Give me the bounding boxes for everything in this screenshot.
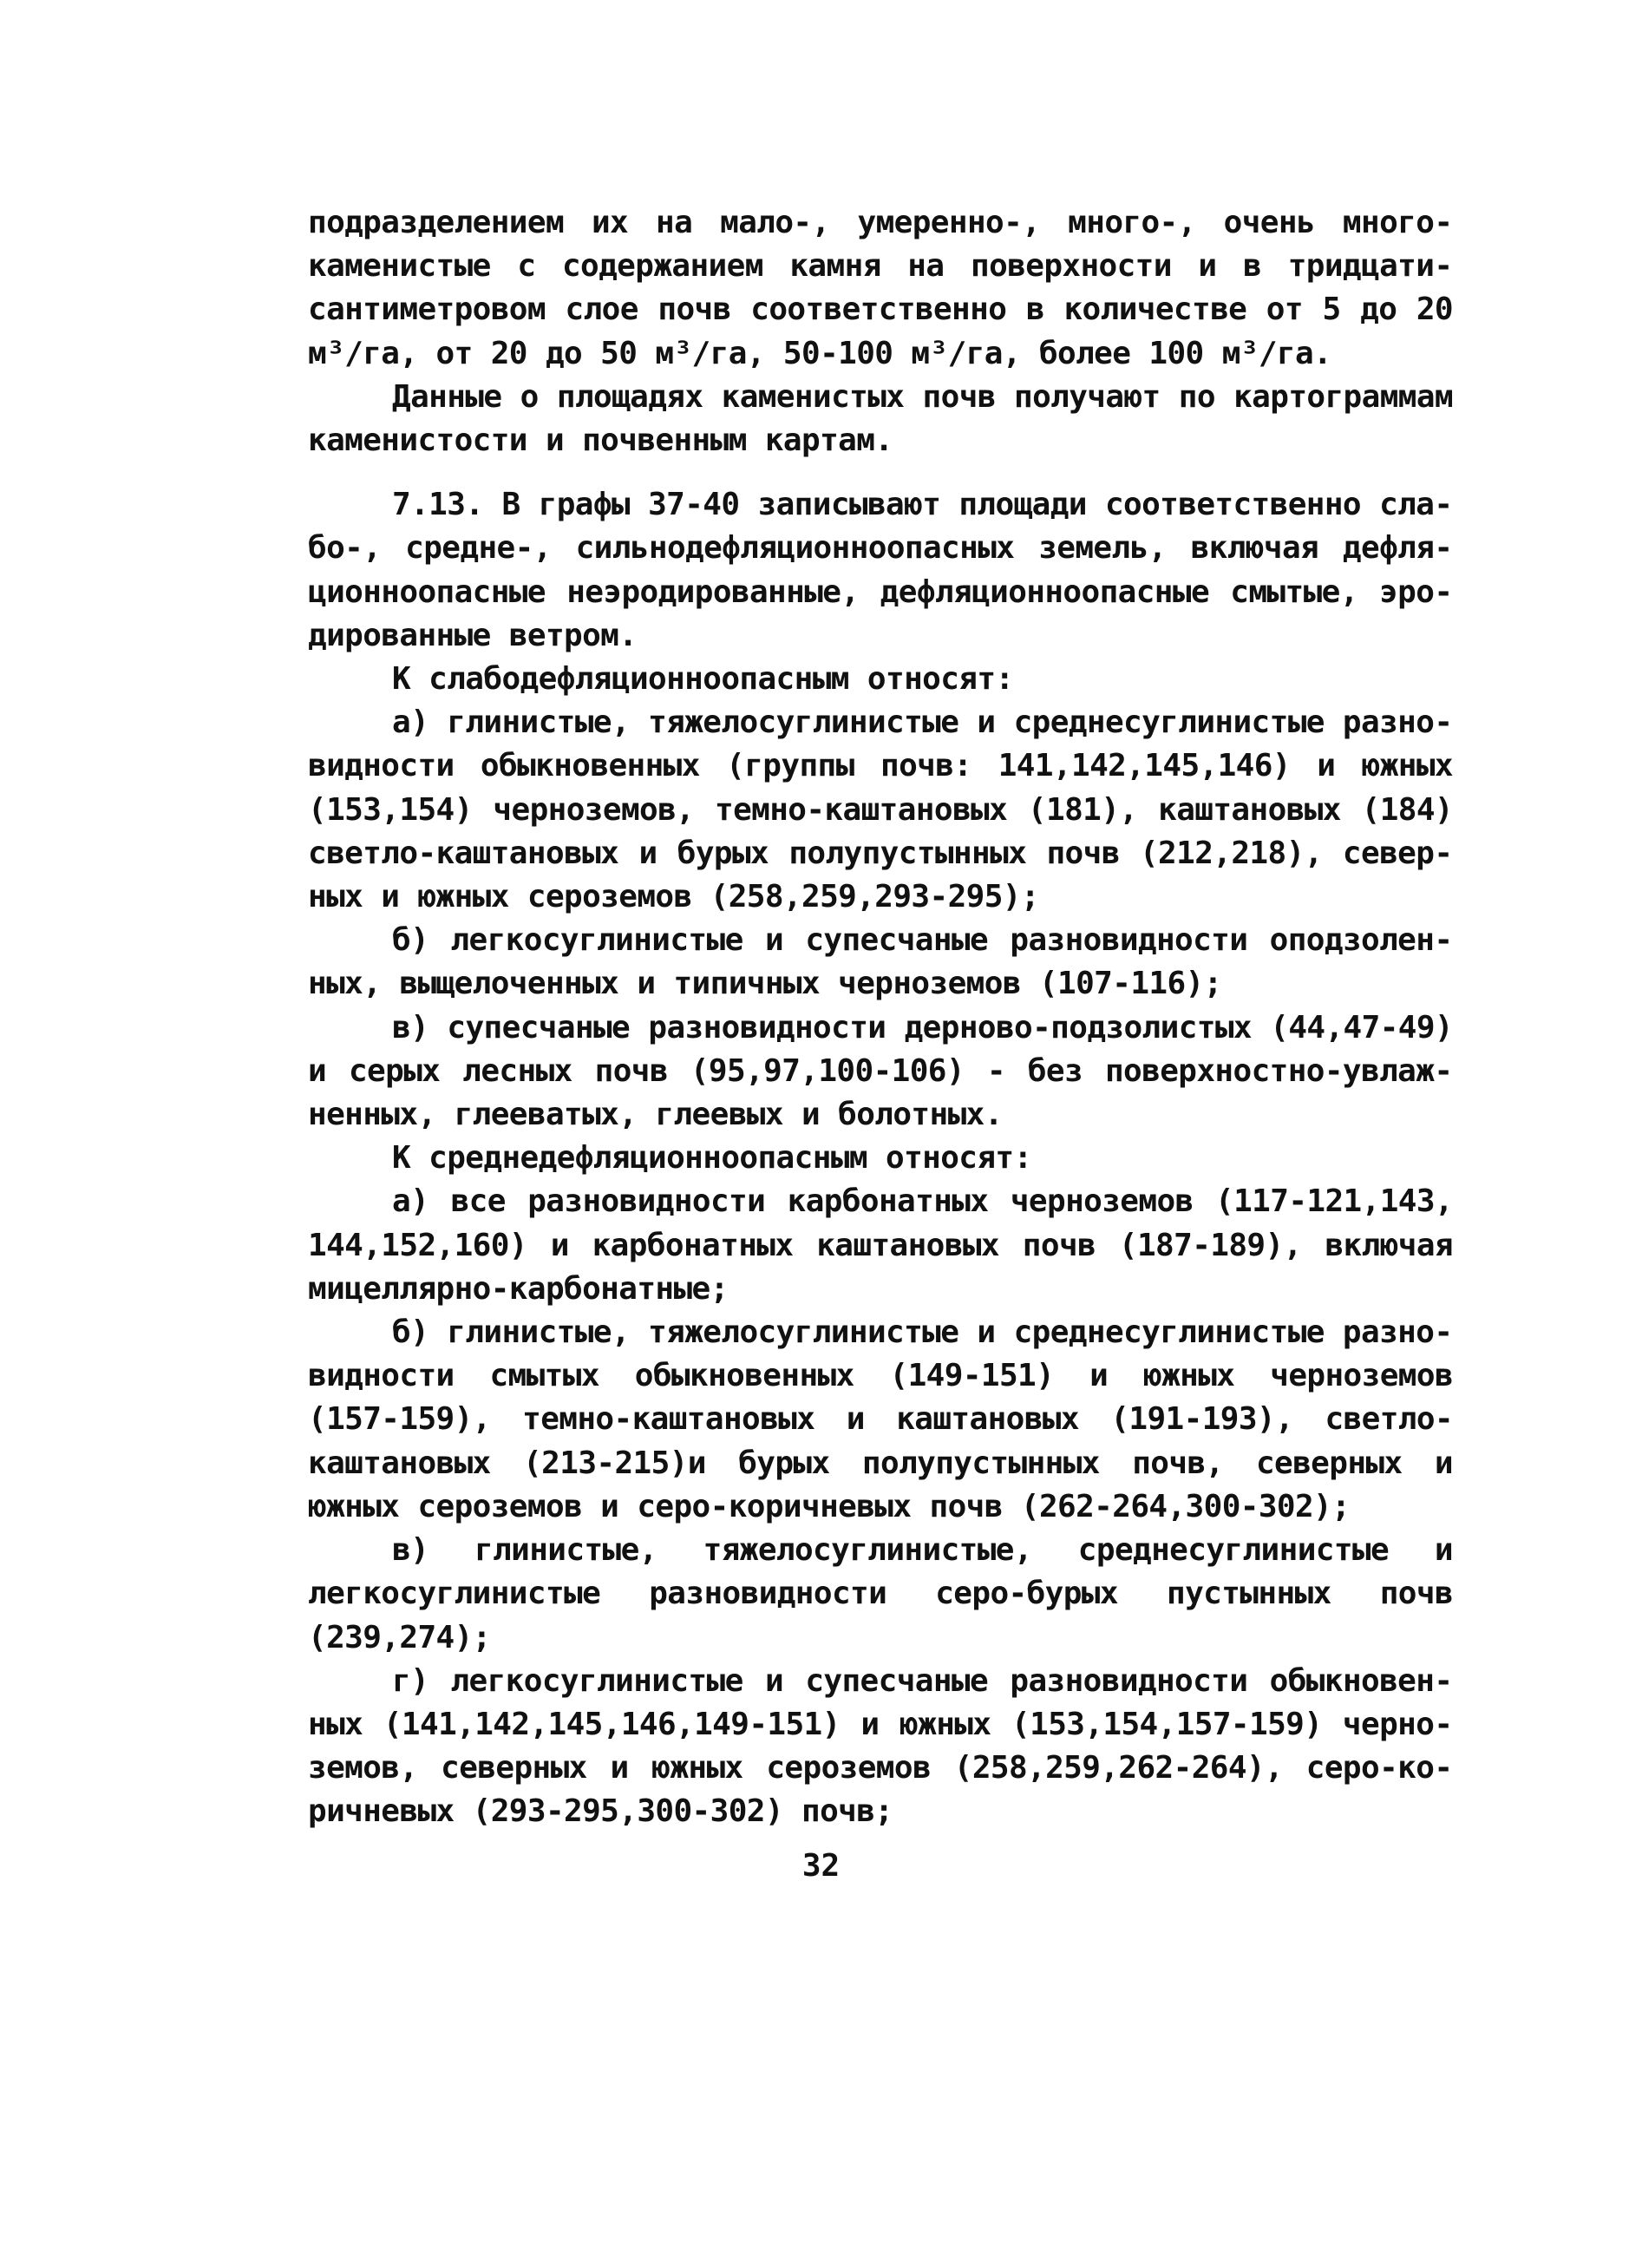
paragraph-8: К среднедефляционноопасным относят: <box>392 1140 1032 1177</box>
paragraph-4: К слабодефляционноопасным относят: <box>392 661 1014 698</box>
paragraph-2: Данные о площадях каменистых почв получают по картограммам каменистости и почвенным картам. <box>308 378 1453 459</box>
paragraph-5: а) глинистые, тяжелосуглинистые и среднесуглинистые разновидности обыкновенных (группы почв: 141,142,145,146) и южных (153,154) черноземов, темно-каштановых (181), каштановых (184) светло-каштановых и бурых полупустынных почв (212,218), северных и южных сероземов (258,259,293-295); <box>308 705 1453 915</box>
paragraph-7: в) супесчаные разновидности дерново-подзолистых (44,47-49) и серых лесных почв (95,97,100-106) - без поверхностно-увлажненных, глееватых, глеевых и болотных. <box>308 1009 1453 1133</box>
paragraph-6: б) легкосуглинистые и супесчаные разновидности оподзоленных, выщелоченных и типичных черноземов (107-116); <box>308 922 1453 1002</box>
paragraph-9: а) все разновидности карбонатных черноземов (117-121,143, 144,152,160) и карбонатных каштановых почв (187-189), включая мицеллярно-карбонатные; <box>308 1183 1453 1307</box>
paragraph-10: б) глинистые, тяжелосуглинистые и среднесуглинистые разновидности смытых обыкновенных (149-151) и южных черноземов (157-159), темно-каштановых и каштановых (191-193), светло-каштановых (213-215)и бурых полупустынных почв, северных и южных сероземов и серо-коричневых почв (262-264,300-302); <box>308 1314 1453 1524</box>
paragraph-1: подразделением их на мало-, умеренно-, много-, очень многокаменистые с содержанием камня на поверхности и в тридцатисантиметровом слое почв соответственно в количестве от 5 до 20 м³/га, от 20 до 50 м³/га, 50-100 м³/га, более 100 м³/га. <box>308 205 1453 371</box>
paragraph-3: 7.13. В графы 37-40 записывают площади соответственно слабо-, средне-, сильнодефляционноопасных земель, включая дефляционноопасные неэродированные, дефляционноопасные смытые, эродированные ветром. <box>308 487 1453 653</box>
body-text <box>308 201 1453 1834</box>
paragraph-11: в) глинистые, тяжелосуглинистые, среднесуглинистые и легкосуглинистые разновидности серо-бурых пустынных почв (239,274); <box>308 1532 1453 1655</box>
page-number: 32 <box>801 1848 841 1884</box>
paragraph-12: г) легкосуглинистые и супесчаные разновидности обыкновенных (141,142,145,146,149-151) и южных (153,154,157-159) черноземов, северных и южных сероземов (258,259,262-264), серо-коричневых (293-295,300-302) почв; <box>308 1662 1453 1830</box>
